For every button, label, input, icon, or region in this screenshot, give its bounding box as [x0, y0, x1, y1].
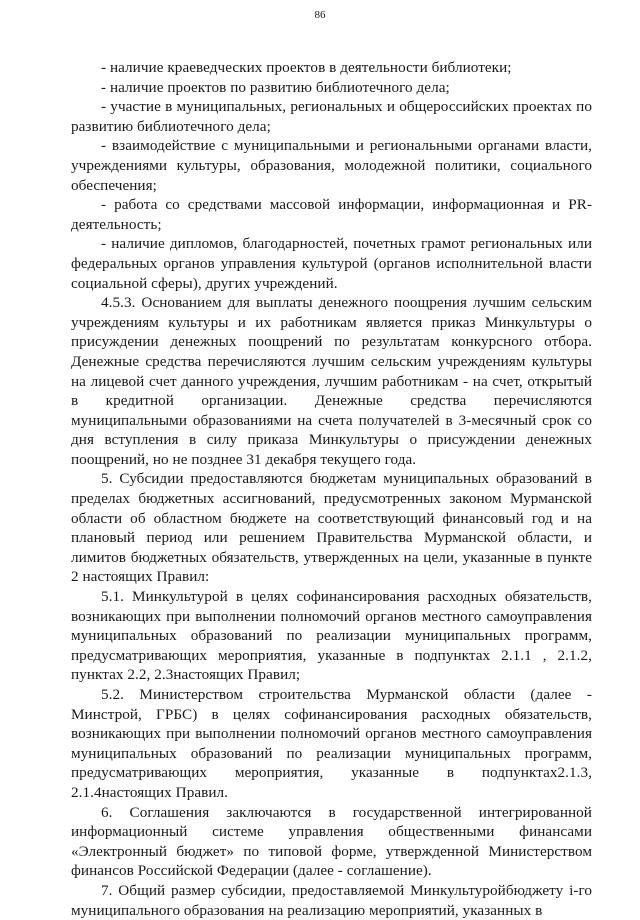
list-item-diplomas: - наличие дипломов, благодарностей, почетных грамот региональных или федеральных органов управления культурой (органов исполнительной власти социальной сферы), других учреждений. — [71, 235, 592, 292]
paragraph-5-1: 5.1. Минкультурой в целях софинансирования расходных обязательств, возникающих при выполнении полномочий органов местного самоуправления муниципальных образований по реализации муниципальных программ, предусматривающих мероприятия, указанные в подпунктах 2.1.1 , 2.1.2, пунктах 2.2, 2.3настоящих Правил; — [71, 588, 592, 684]
paragraph-5: 5. Субсидии предоставляются бюджетам муниципальных образований в пределах бюджетных ассигнований, предусмотренных законом Мурманской области об областном бюджете на соответствующий финансовый год и на плановый период или решением Правительства Мурманской области, и лимитов бюджетных обязательств, утвержденных на цели, указанные в пункте 2 настоящих Правил: — [71, 470, 592, 586]
paragraph-4-5-3: 4.5.3. Основанием для выплаты денежного поощрения лучшим сельским учреждениям культуры и их работникам является приказ Минкультуры о присуждении денежных поощрений по результатам конкурсного отбора. Денежные средства перечисляются лучшим сельским учреждениям культуры на лицевой счет данного учреждения, лучшим работникам - на счет, открытый в кредитной организации. Денежные средства перечисляются муниципальными образованиями на счета получателей в 3-месячный срок со дня вступления в силу приказа Минкультуры о присуждении денежных поощрений, но не позднее 31 декабря текущего года. — [71, 294, 592, 468]
document-body — [71, 58, 592, 920]
list-item-project-participation: - участие в муниципальных, региональных и общероссийских проектах по развитию библиотечного дела; — [71, 98, 592, 135]
list-item-media-work: - работа со средствами массовой информации, информационная и PR-деятельность; — [71, 196, 592, 233]
list-item-local-history-projects: - наличие краеведческих проектов в деятельности библиотеки; — [101, 59, 512, 76]
paragraph-5-2: 5.2. Министерством строительства Мурманской области (далее - Минстрой, ГРБС) в целях софинансирования расходных обязательств, возникающих при выполнении полномочий органов местного самоуправления муниципальных образований по реализации муниципальных программ, предусматривающих мероприятия, указанные в подпунктах2.1.3, 2.1.4настоящих Правил. — [71, 686, 592, 801]
page-number: 86 — [314, 9, 326, 21]
list-item-library-development-projects: - наличие проектов по развитию библиотечного дела; — [101, 78, 450, 96]
list-item-authority-interaction: - взаимодействие с муниципальными и региональными органами власти, учреждениями культуры, образования, молодежной политики, социального обеспечения; — [71, 137, 592, 194]
paragraph-7: 7. Общий размер субсидии, предоставляемой Минкультуройбюджету i-го муниципального образования на реализацию мероприятий, указанных в — [71, 881, 592, 919]
paragraph-6: 6. Соглашения заключаются в государственной интегрированной информационный системе управления общественными финансами «Электронный бюджет» по типовой форме, утвержденной Министерством финансов Российской Федерации (далее - соглашение). — [71, 803, 592, 880]
